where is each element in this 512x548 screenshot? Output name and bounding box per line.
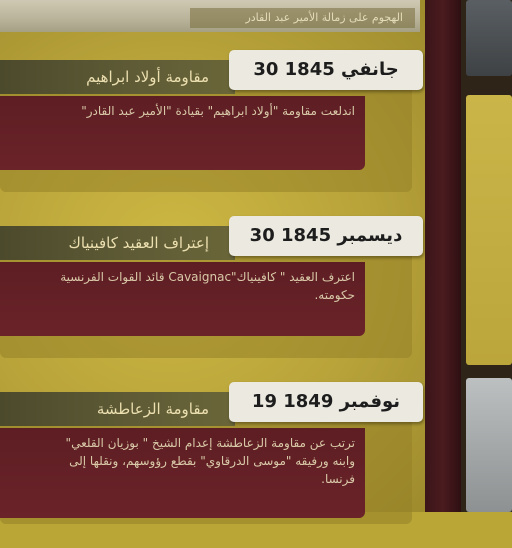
side-cartoon [466, 95, 512, 365]
entry-date-badge: 30 ديسمبر 1845 [229, 216, 423, 256]
entry-text-line: اعترف العقيد " كافينياك"Cavaignac قائد القوات الفرنسية [60, 270, 355, 284]
entry-date-badge: 19 نوفمبر 1849 [229, 382, 423, 422]
side-photo [466, 0, 512, 76]
frame-divider [425, 0, 461, 512]
timeline-entry [0, 46, 430, 216]
timeline-entry [0, 378, 430, 548]
entry-text-line: حكومته. [314, 288, 355, 302]
entry-text-line: اندلعت مقاومة "أولاد ابراهيم" بقيادة "الأمير عبد القادر" [81, 104, 355, 118]
side-photo [466, 378, 512, 512]
entry-text-line: وابنه ورفيقه "موسى الدرقاوي" بقطع رؤوسهم، ونقلها إلى [69, 454, 355, 468]
entry-text-line: فرنسا. [321, 472, 355, 486]
entry-text [0, 428, 365, 518]
entry-text [0, 262, 365, 336]
entry-title: مقاومة أولاد ابراهيم [0, 60, 235, 94]
entry-title: إعتراف العقيد كافينياك [0, 226, 235, 260]
timeline-entry [0, 212, 430, 382]
entry-date-badge: 30 جانفي 1845 [229, 50, 423, 90]
entry-text-line: ترتب عن مقاومة الزعاطشة إعدام الشيخ " بوزيان القلعي" [65, 436, 355, 450]
entry-title: مقاومة الزعاطشة [0, 392, 235, 426]
top-photo-caption: الهجوم على زمالة الأمير عبد القادر [190, 8, 415, 28]
entry-text [0, 96, 365, 170]
